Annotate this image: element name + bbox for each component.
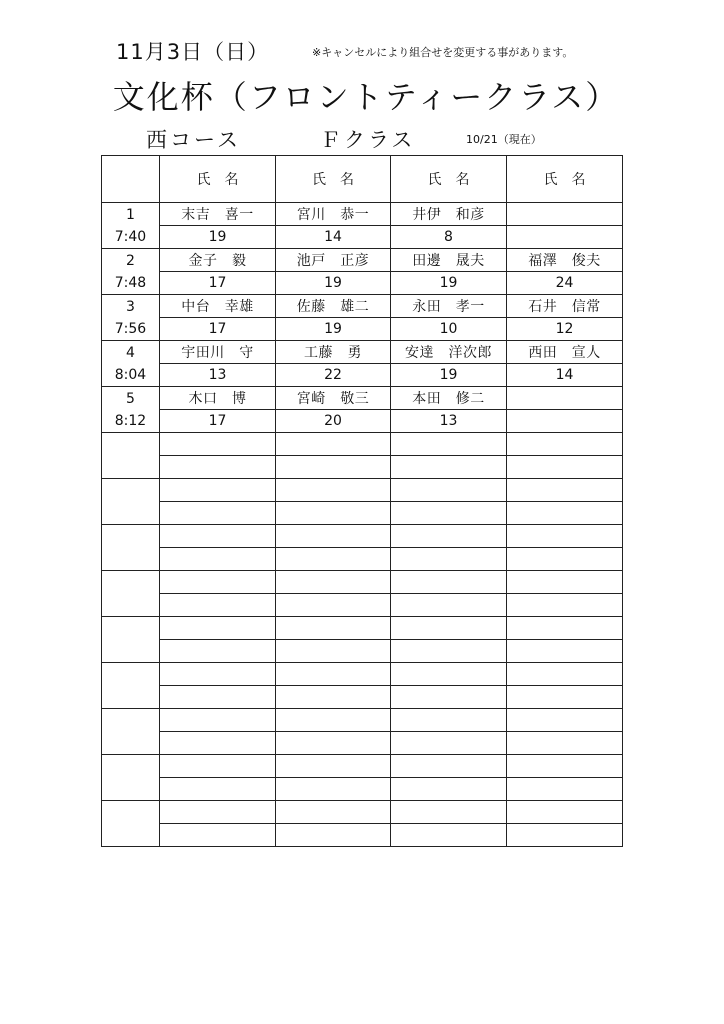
empty-group-row [102,502,623,525]
group-cell [102,387,160,433]
class-label: Ｆクラス [320,128,416,152]
empty-name-cell [160,801,276,824]
empty-handicap-cell [276,502,391,525]
empty-handicap-cell [391,456,507,479]
empty-name-cell [507,571,623,594]
group-name-row [102,249,623,272]
empty-group-row [102,801,623,824]
group-name-row [102,387,623,410]
player-name: 石井 信常 [507,295,623,318]
name-column-header: 氏名 [160,156,276,203]
empty-name-cell [160,571,276,594]
player-handicap: 19 [276,318,391,341]
empty-handicap-cell [160,824,276,847]
empty-name-cell [160,709,276,732]
player-handicap: 17 [160,318,276,341]
empty-handicap-cell [160,778,276,801]
empty-handicap-cell [507,594,623,617]
empty-handicap-cell [507,456,623,479]
player-handicap: 22 [276,364,391,387]
empty-name-cell [391,709,507,732]
empty-group-cell [102,755,160,801]
empty-name-cell [391,617,507,640]
empty-name-cell [507,709,623,732]
group-number: 4 [126,344,135,361]
empty-name-cell [276,709,391,732]
empty-name-cell [391,479,507,502]
empty-name-cell [391,525,507,548]
empty-handicap-cell [391,686,507,709]
player-name: 宮崎 敬三 [276,387,391,410]
player-handicap: 12 [507,318,623,341]
group-number: 1 [126,206,135,223]
player-name: 永田 孝一 [391,295,507,318]
player-name [507,203,623,226]
player-handicap: 14 [507,364,623,387]
player-handicap: 10 [391,318,507,341]
empty-handicap-cell [391,502,507,525]
player-handicap: 19 [160,226,276,249]
empty-group-row [102,456,623,479]
player-handicap [507,226,623,249]
player-handicap: 14 [276,226,391,249]
player-name: 本田 修二 [391,387,507,410]
empty-name-cell [160,479,276,502]
empty-group-row [102,709,623,732]
group-handicap-row [102,272,623,295]
empty-name-cell [160,617,276,640]
empty-handicap-cell [391,732,507,755]
empty-name-cell [507,663,623,686]
empty-handicap-cell [160,456,276,479]
empty-handicap-cell [160,594,276,617]
empty-name-cell [507,433,623,456]
tee-time: 7:40 [114,228,147,245]
empty-group-cell [102,663,160,709]
empty-name-cell [507,801,623,824]
player-handicap: 13 [391,410,507,433]
empty-name-cell [507,479,623,502]
group-number: 5 [126,390,135,407]
player-handicap [507,410,623,433]
pairings-table [101,155,623,847]
player-name: 井伊 和彦 [391,203,507,226]
empty-handicap-cell [276,778,391,801]
tee-time: 7:48 [114,274,147,291]
empty-handicap-cell [276,732,391,755]
empty-handicap-cell [391,640,507,663]
group-cell [102,203,160,249]
empty-name-cell [391,571,507,594]
group-name-row [102,341,623,364]
player-name: 西田 宣人 [507,341,623,364]
empty-handicap-cell [507,778,623,801]
empty-name-cell [276,755,391,778]
empty-handicap-cell [160,640,276,663]
empty-handicap-cell [507,548,623,571]
as-of-date: 10/21（現在） [466,133,542,146]
empty-name-cell [507,755,623,778]
player-name: 金子 毅 [160,249,276,272]
player-handicap: 17 [160,272,276,295]
player-handicap: 13 [160,364,276,387]
empty-group-row [102,824,623,847]
empty-name-cell [391,433,507,456]
tee-time: 8:12 [114,412,147,429]
player-name: 中台 幸雄 [160,295,276,318]
empty-group-row [102,479,623,502]
empty-handicap-cell [160,686,276,709]
tee-time: 7:56 [114,320,147,337]
empty-name-cell [276,479,391,502]
player-name: 末吉 喜一 [160,203,276,226]
group-cell [102,341,160,387]
name-column-header: 氏名 [276,156,391,203]
empty-handicap-cell [391,594,507,617]
group-number: 2 [126,252,135,269]
empty-handicap-cell [160,502,276,525]
empty-group-row [102,525,623,548]
player-name: 池戸 正彦 [276,249,391,272]
empty-group-cell [102,571,160,617]
group-handicap-row [102,364,623,387]
page-title: 文化杯（フロントティークラス） [112,78,620,116]
empty-handicap-cell [276,824,391,847]
player-name: 宮川 恭一 [276,203,391,226]
player-name: 木口 博 [160,387,276,410]
empty-handicap-cell [391,824,507,847]
player-handicap: 19 [391,272,507,295]
empty-name-cell [391,755,507,778]
empty-group-cell [102,525,160,571]
empty-name-cell [391,801,507,824]
empty-handicap-cell [276,548,391,571]
empty-group-row [102,663,623,686]
empty-handicap-cell [276,640,391,663]
group-handicap-row [102,226,623,249]
empty-name-cell [160,525,276,548]
empty-handicap-cell [391,778,507,801]
player-name: 田邊 晟夫 [391,249,507,272]
empty-group-row [102,548,623,571]
player-name: 工藤 勇 [276,341,391,364]
empty-handicap-cell [276,594,391,617]
empty-handicap-cell [160,548,276,571]
empty-name-cell [276,433,391,456]
table-body [102,203,623,847]
empty-name-cell [391,663,507,686]
empty-handicap-cell [276,686,391,709]
course-name: 西コース [146,128,241,152]
empty-group-row [102,594,623,617]
player-handicap: 24 [507,272,623,295]
empty-name-cell [160,755,276,778]
empty-group-cell [102,617,160,663]
empty-name-cell [276,663,391,686]
empty-name-cell [160,433,276,456]
tee-time: 8:04 [114,366,147,383]
player-name: 佐藤 雄二 [276,295,391,318]
group-handicap-row [102,410,623,433]
empty-name-cell [507,525,623,548]
empty-name-cell [276,525,391,548]
player-handicap: 19 [391,364,507,387]
empty-handicap-cell [507,640,623,663]
empty-group-row [102,617,623,640]
group-handicap-row [102,318,623,341]
group-cell [102,295,160,341]
cancellation-notice: ※キャンセルにより組合せを変更する事があります。 [312,46,574,59]
empty-group-cell [102,801,160,847]
empty-handicap-cell [276,456,391,479]
group-column-header [102,156,160,203]
empty-name-cell [507,617,623,640]
empty-handicap-cell [507,732,623,755]
table-header-row [102,156,623,203]
event-date: 11月3日（日） [116,40,270,64]
name-column-header: 氏名 [391,156,507,203]
player-name: 宇田川 守 [160,341,276,364]
group-cell [102,249,160,295]
empty-handicap-cell [391,548,507,571]
empty-group-cell [102,433,160,479]
player-handicap: 8 [391,226,507,249]
player-handicap: 17 [160,410,276,433]
empty-name-cell [276,571,391,594]
empty-group-row [102,755,623,778]
empty-group-row [102,640,623,663]
empty-group-row [102,571,623,594]
player-name: 安達 洋次郎 [391,341,507,364]
empty-group-cell [102,709,160,755]
player-handicap: 19 [276,272,391,295]
empty-group-row [102,732,623,755]
empty-name-cell [276,617,391,640]
player-name [507,387,623,410]
empty-handicap-cell [507,686,623,709]
group-number: 3 [126,298,135,315]
group-name-row [102,295,623,318]
name-column-header: 氏名 [507,156,623,203]
empty-name-cell [276,801,391,824]
player-name: 福澤 俊夫 [507,249,623,272]
empty-handicap-cell [507,502,623,525]
empty-group-cell [102,479,160,525]
empty-group-row [102,433,623,456]
group-name-row [102,203,623,226]
empty-handicap-cell [507,824,623,847]
empty-handicap-cell [160,732,276,755]
empty-group-row [102,778,623,801]
empty-group-row [102,686,623,709]
player-handicap: 20 [276,410,391,433]
empty-name-cell [160,663,276,686]
